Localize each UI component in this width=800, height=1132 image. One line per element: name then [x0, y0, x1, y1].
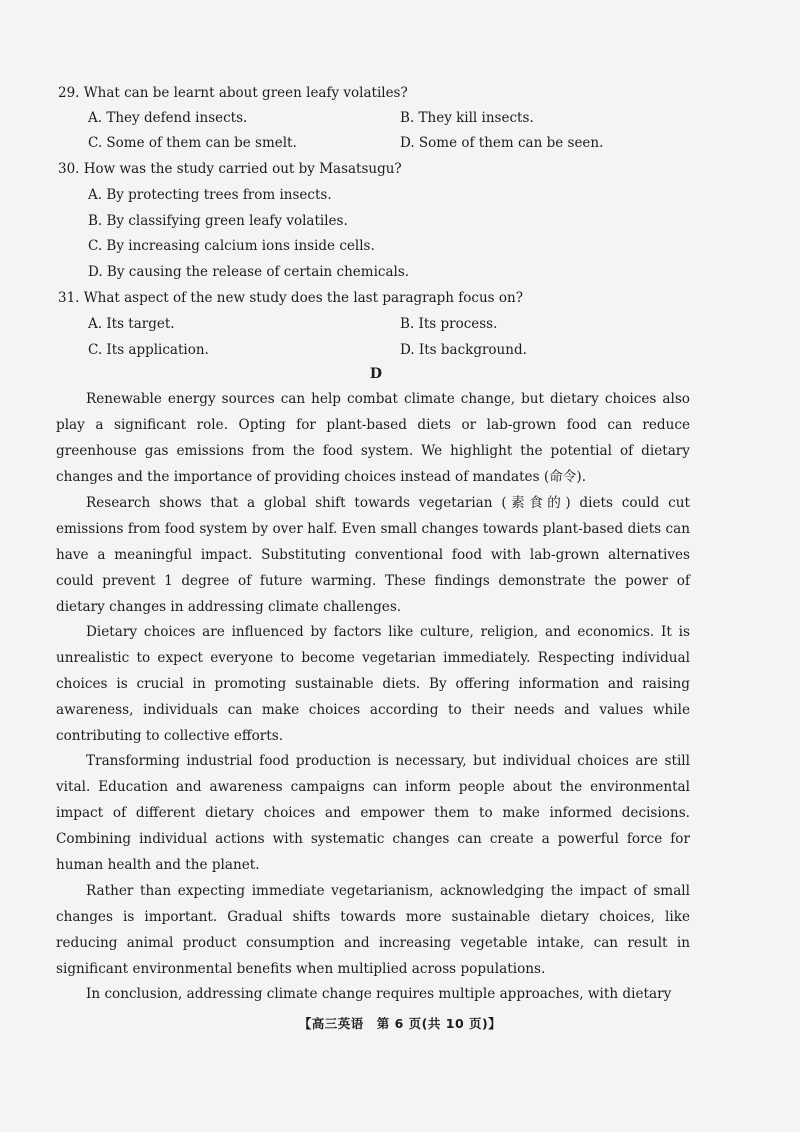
- question-31-option-a: A. Its target.: [88, 316, 175, 332]
- question-29-option-d: D. Some of them can be seen.: [400, 135, 604, 151]
- page-footer: 【高三英语 第 6 页(共 10 页)】: [298, 1016, 502, 1031]
- question-29-stem: 29. What can be learnt about green leafy volatiles?: [58, 85, 408, 101]
- question-31-option-d: D. Its background.: [400, 342, 527, 358]
- question-29-option-a: A. They defend insects.: [88, 110, 248, 126]
- passage-paragraph-5: Rather than expecting immediate vegetarianism, acknowledging the impact of small changes is important. Gradual shifts towards more sustainable dietary choices, like reducing animal product consumption and increasing vegetable intake, can result in significant environmental benefits when multiplied across populations.: [56, 883, 690, 977]
- question-30-stem: 30. How was the study carried out by Masatsugu?: [58, 161, 402, 177]
- question-30-option-d: D. By causing the release of certain chemicals.: [88, 264, 410, 280]
- passage-paragraph-3: Dietary choices are influenced by factors like culture, religion, and economics. It is unrealistic to expect everyone to become vegetarian immediately. Respecting individual choices is crucial in promoting sustainable diets. By offering information and raising awareness, individuals can make choices according to their needs and values while contributing to collective efforts.: [56, 624, 690, 744]
- question-31-stem: 31. What aspect of the new study does the last paragraph focus on?: [58, 290, 523, 306]
- question-31-option-c: C. Its application.: [88, 342, 209, 358]
- question-29-option-b: B. They kill insects.: [400, 110, 534, 126]
- passage-paragraph-4: Transforming industrial food production is necessary, but individual choices are still vital. Education and awareness campaigns can inform people about the environmental impact of different dietary choices and empower them to make informed decisions. Combining individual actions with systematic changes can create a powerful force for human health and the planet.: [56, 753, 690, 873]
- question-30-option-b: B. By classifying green leafy volatiles.: [88, 213, 348, 229]
- question-30-option-c: C. By increasing calcium ions inside cells.: [88, 238, 375, 254]
- passage-paragraph-6: In conclusion, addressing climate change requires multiple approaches, with dietary: [86, 986, 672, 1002]
- passage-paragraph-1: Renewable energy sources can help combat climate change, but dietary choices also play a significant role. Opting for plant-based diets or lab-grown food can reduce greenhouse gas emissions from the food system. We highlight the potential of dietary changes and the importance of providing choices instead of mandates (命令).: [56, 391, 690, 485]
- passage-paragraph-2: Research shows that a global shift towards vegetarian (素食的) diets could cut emissions from food system by over half. Even small changes towards plant-based diets can have a meaningful impact. Substituting conventional food with lab-grown alternatives could prevent 1 degree of future warming. These findings demonstrate the power of dietary changes in addressing climate challenges.: [56, 495, 690, 615]
- question-31-option-b: B. Its process.: [400, 316, 498, 332]
- section-heading: D: [369, 366, 383, 382]
- question-30-option-a: A. By protecting trees from insects.: [88, 187, 332, 203]
- question-29-option-c: C. Some of them can be smelt.: [88, 135, 297, 151]
